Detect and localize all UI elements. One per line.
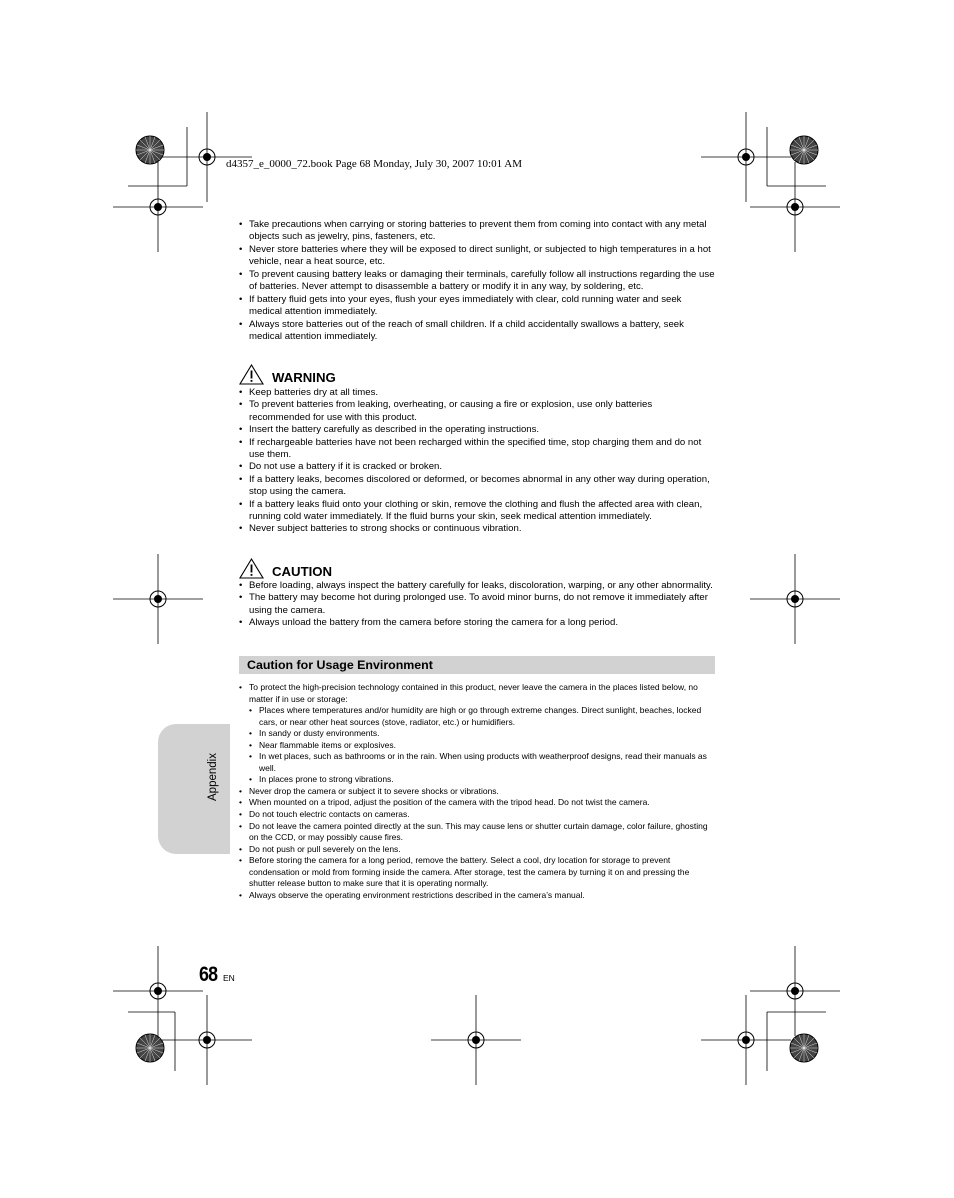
list-item: • Places where temperatures and/or humidity are high or go through extreme changes. Direct sunlight, beaches, locked cars, or near other heat sources (stove, radiator, etc.) or humidifiers.	[249, 705, 715, 728]
page-language: EN	[223, 973, 235, 983]
list-item: • Never subject batteries to strong shocks or continuous vibration.	[239, 523, 715, 535]
list-item: • Always store batteries out of the reach of small children. If a child accidentally swallows a battery, seek medical attention immediately.	[239, 319, 715, 344]
appendix-tab-label: Appendix	[207, 753, 219, 801]
list-item: • Keep batteries dry at all times.	[239, 387, 715, 399]
list-item: • The battery may become hot during prolonged use. To avoid minor burns, do not remove it immediately after using the camera.	[239, 592, 715, 617]
list-item	[239, 682, 715, 786]
places-sublist	[249, 705, 715, 786]
list-item: • Before loading, always inspect the battery carefully for leaks, discoloration, warping, or any other abnormality.	[239, 580, 715, 592]
list-item: • Always observe the operating environment restrictions described in the camera’s manual.	[239, 890, 715, 902]
warning-title: WARNING	[272, 370, 336, 385]
list-item: • Insert the battery carefully as described in the operating instructions.	[239, 424, 715, 436]
usage-section-title: Caution for Usage Environment	[247, 658, 433, 672]
list-item: • Never drop the camera or subject it to severe shocks or vibrations.	[239, 786, 715, 798]
warning-heading	[239, 363, 715, 385]
battery-precautions-list	[239, 219, 715, 343]
list-item: • Before storing the camera for a long period, remove the battery. Select a cool, dry location for storage to prevent condensation or mold from forming inside the camera. After storage, test the camera by turning it on and pressing the shutter release button to make sure that it is operating normally.	[239, 855, 715, 890]
usage-environment-list	[239, 682, 715, 901]
usage-lead-text: To protect the high-precision technology contained in this product, never leave the camera in the places listed below, no matter if in use or storage:	[249, 682, 698, 704]
list-item: • To prevent causing battery leaks or damaging their terminals, carefully follow all instructions regarding the use of batteries. Never attempt to disassemble a battery or modify it in any way, by soldering, etc.	[239, 269, 715, 294]
list-item: • Never store batteries where they will be exposed to direct sunlight, or subjected to high temperatures in a hot vehicle, near a heat source, etc.	[239, 244, 715, 269]
caution-triangle-icon	[239, 558, 264, 579]
list-item: • Do not touch electric contacts on cameras.	[239, 809, 715, 821]
list-item: • If a battery leaks fluid onto your clothing or skin, remove the clothing and flush the affected area with clean, running cold water immediately. If the fluid burns your skin, seek medical attention immediately.	[239, 499, 715, 524]
list-item: • In places prone to strong vibrations.	[249, 774, 715, 786]
list-item: • In sandy or dusty environments.	[249, 728, 715, 740]
caution-title: CAUTION	[272, 564, 333, 579]
warning-list	[239, 387, 715, 536]
list-item: • To prevent batteries from leaking, overheating, or causing a fire or explosion, use only batteries recommended for use with this product.	[239, 399, 715, 424]
list-item: • In wet places, such as bathrooms or in the rain. When using products with weatherproof designs, read their manuals as well.	[249, 751, 715, 774]
caution-list	[239, 580, 715, 630]
list-item: • Do not use a battery if it is cracked or broken.	[239, 461, 715, 473]
list-item: • Near flammable items or explosives.	[249, 740, 715, 752]
warning-triangle-icon	[239, 364, 264, 385]
list-item: • Take precautions when carrying or storing batteries to prevent them from coming into contact with any metal objects such as jewelry, pins, fasteners, etc.	[239, 219, 715, 244]
list-item: • If rechargeable batteries have not been recharged within the specified time, stop charging them and do not use them.	[239, 437, 715, 462]
list-item: • If battery fluid gets into your eyes, flush your eyes immediately with clear, cold running water and seek medical attention immediately.	[239, 294, 715, 319]
file-info-line: d4357_e_0000_72.book Page 68 Monday, July 30, 2007 10:01 AM	[226, 158, 522, 170]
list-item: • Always unload the battery from the camera before storing the camera for a long period.	[239, 617, 715, 629]
usage-section-header	[239, 656, 715, 674]
list-item: • When mounted on a tripod, adjust the position of the camera with the tripod head. Do not twist the camera.	[239, 797, 715, 809]
list-item: • If a battery leaks, becomes discolored or deformed, or becomes abnormal in any other way during operation, stop using the camera.	[239, 474, 715, 499]
caution-heading	[239, 557, 715, 579]
list-item: • Do not leave the camera pointed directly at the sun. This may cause lens or shutter curtain damage, color failure, ghosting on the CCD, or may possibly cause fires.	[239, 821, 715, 844]
list-item: • Do not push or pull severely on the lens.	[239, 844, 715, 856]
page-number: 68	[199, 963, 218, 986]
